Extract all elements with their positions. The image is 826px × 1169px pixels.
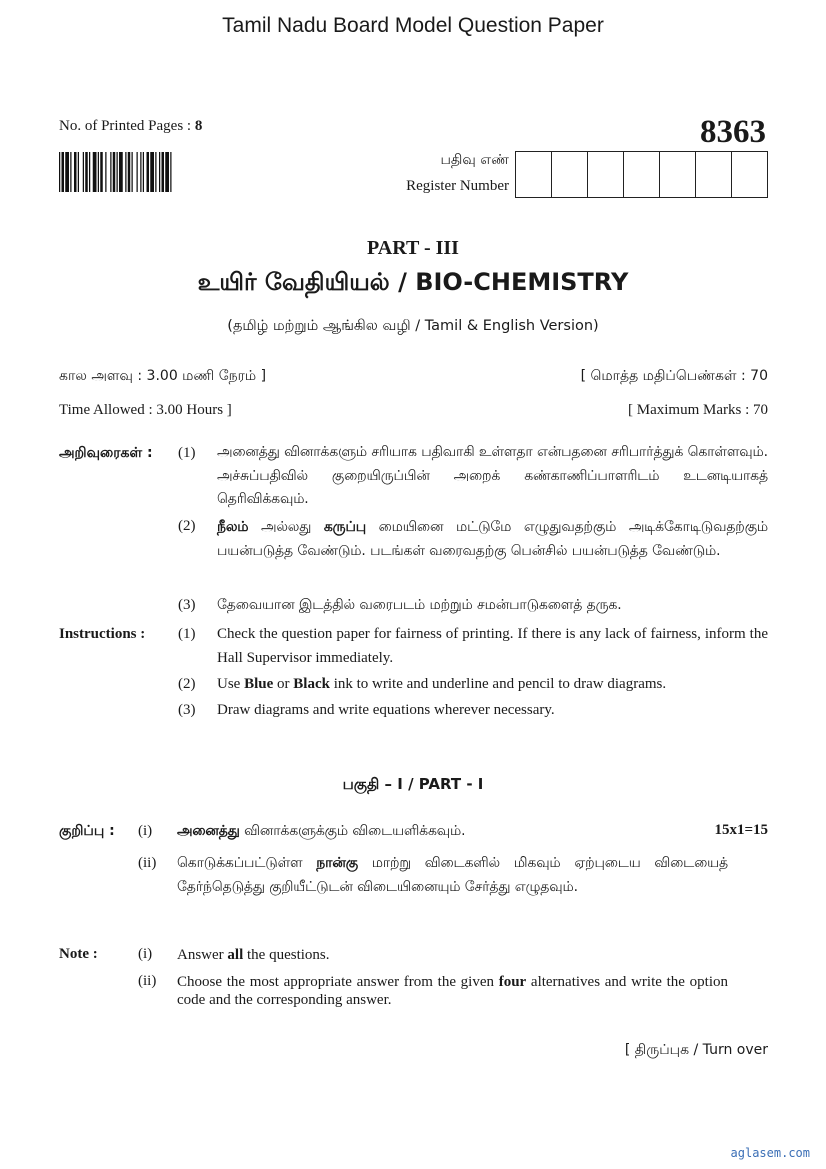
- note-english-2: [177, 973, 728, 1009]
- register-digit-box[interactable]: [551, 152, 587, 197]
- four-word: four: [498, 974, 527, 990]
- note-text: மாற்று விடைகளில் மிகவும் ஏற்புடைய விடையைத் தேர்ந்தெடுத்து குறியீட்டுடன் விடையினையும் சேர்த்து எழுதவும்.: [177, 855, 728, 895]
- instruction-text: மையினை மட்டுமே எழுதுவதற்கும் அடிக்கோடிடுவதற்கும் பயன்படுத்த வேண்டும். படங்கள் வரைவதற்கு பென்சில் பயன்படுத்த வேண்டும்.: [217, 519, 768, 559]
- register-digit-box[interactable]: [587, 152, 623, 197]
- all-word-tamil: அனைத்து: [177, 823, 240, 839]
- note-tamil-2: [177, 851, 728, 899]
- note-text: Answer: [177, 947, 228, 963]
- note-number: (ii): [138, 973, 157, 989]
- footer-site-watermark: aglasem.com: [730, 1146, 810, 1160]
- register-digit-box[interactable]: [659, 152, 695, 197]
- instruction-number: (3): [178, 702, 196, 718]
- note-label: Note :: [59, 946, 98, 962]
- all-word: all: [227, 947, 244, 963]
- register-number-label: Register Number: [406, 178, 509, 194]
- max-marks: [ Maximum Marks : 70: [628, 402, 768, 418]
- register-digit-box[interactable]: [516, 152, 551, 197]
- time-allowed: Time Allowed : 3.00 Hours ]: [59, 402, 232, 418]
- black-word: Black: [293, 676, 330, 692]
- note-english-1: [177, 946, 728, 964]
- part-one-marks: 15x1=15: [714, 822, 768, 838]
- note-text: Choose the most appropriate answer from the given: [177, 974, 499, 990]
- instruction-text: or: [273, 676, 294, 692]
- instruction-number: (3): [178, 597, 196, 613]
- instructions-tamil-label: அறிவுரைகள் :: [59, 445, 153, 461]
- black-word-tamil: கருப்பு: [323, 519, 366, 535]
- instruction-number: (2): [178, 676, 196, 692]
- subject-title: உயிர் வேதியியல் / BIO-CHEMISTRY: [197, 268, 629, 296]
- register-digit-box[interactable]: [731, 152, 767, 197]
- printed-pages-label: No. of Printed Pages :: [59, 118, 195, 134]
- instruction-tamil-3: தேவையான இடத்தில் வரைபடம் மற்றும் சமன்பாடுகளைத் தருக.: [217, 597, 622, 613]
- note-text: the questions.: [243, 947, 330, 963]
- note-number: (i): [138, 823, 153, 839]
- instruction-number: (2): [178, 518, 196, 534]
- register-digit-box[interactable]: [623, 152, 659, 197]
- paper-code: 8363: [700, 114, 766, 150]
- register-number-label-tamil: பதிவு எண்: [440, 152, 509, 168]
- note-tamil-label: குறிப்பு :: [59, 823, 115, 839]
- note-number: (i): [138, 946, 153, 962]
- instruction-english-1: Check the question paper for fairness of printing. If there is any lack of fairness, inform the Hall Supervisor immediately.: [217, 626, 768, 666]
- part-one-heading: பகுதி – I / PART - I: [342, 775, 484, 793]
- instruction-tamil-2: [217, 516, 768, 563]
- printed-pages-info: [59, 118, 202, 135]
- register-number-boxes[interactable]: [515, 151, 768, 198]
- instruction-text: அல்லது: [248, 519, 324, 535]
- barcode-image: [59, 152, 247, 192]
- time-allowed-tamil: கால அளவு : 3.00 மணி நேரம் ]: [59, 368, 267, 384]
- version-note: (தமிழ் மற்றும் ஆங்கில வழி / Tamil & English Version): [227, 318, 599, 334]
- four-word-tamil: நான்கு: [316, 855, 358, 871]
- note-text: alternatives and write the option code and the corresponding answer.: [177, 974, 728, 1008]
- page-header-title: Tamil Nadu Board Model Question Paper: [222, 14, 604, 37]
- register-digit-box[interactable]: [695, 152, 731, 197]
- instruction-english-3: Draw diagrams and write equations wherever necessary.: [217, 702, 555, 718]
- blue-word-tamil: நீலம்: [217, 519, 249, 535]
- note-tamil-1: [177, 819, 728, 843]
- instruction-text: Use: [217, 676, 245, 692]
- instructions-label: Instructions :: [59, 626, 146, 642]
- turn-over-note: [ திருப்புக / Turn over: [624, 1042, 768, 1058]
- instruction-tamil-1: அனைத்து வினாக்களும் சரியாக பதிவாகி உள்ளதா என்பதனை சரிபார்த்துக் கொள்ளவும். அச்சுப்பதிவில் குறையிருப்பின் அறைக் கண்காணிப்பாளரிடம் உடனடியாகத் தெரிவிக்கவும்.: [217, 444, 768, 507]
- note-text: கொடுக்கப்பட்டுள்ள: [177, 855, 317, 871]
- note-text: வினாக்களுக்கும் விடையளிக்கவும்.: [239, 823, 466, 839]
- instruction-text: ink to write and underline and pencil to draw diagrams.: [329, 676, 667, 692]
- instruction-number: (1): [178, 626, 196, 642]
- blue-word: Blue: [244, 676, 274, 692]
- note-number: (ii): [138, 855, 157, 871]
- max-marks-tamil: [ மொத்த மதிப்பெண்கள் : 70: [580, 368, 768, 384]
- printed-pages-value: 8: [194, 118, 203, 134]
- instruction-number: (1): [178, 445, 196, 461]
- part-title: PART - III: [367, 237, 459, 259]
- instruction-english-2: [217, 673, 768, 697]
